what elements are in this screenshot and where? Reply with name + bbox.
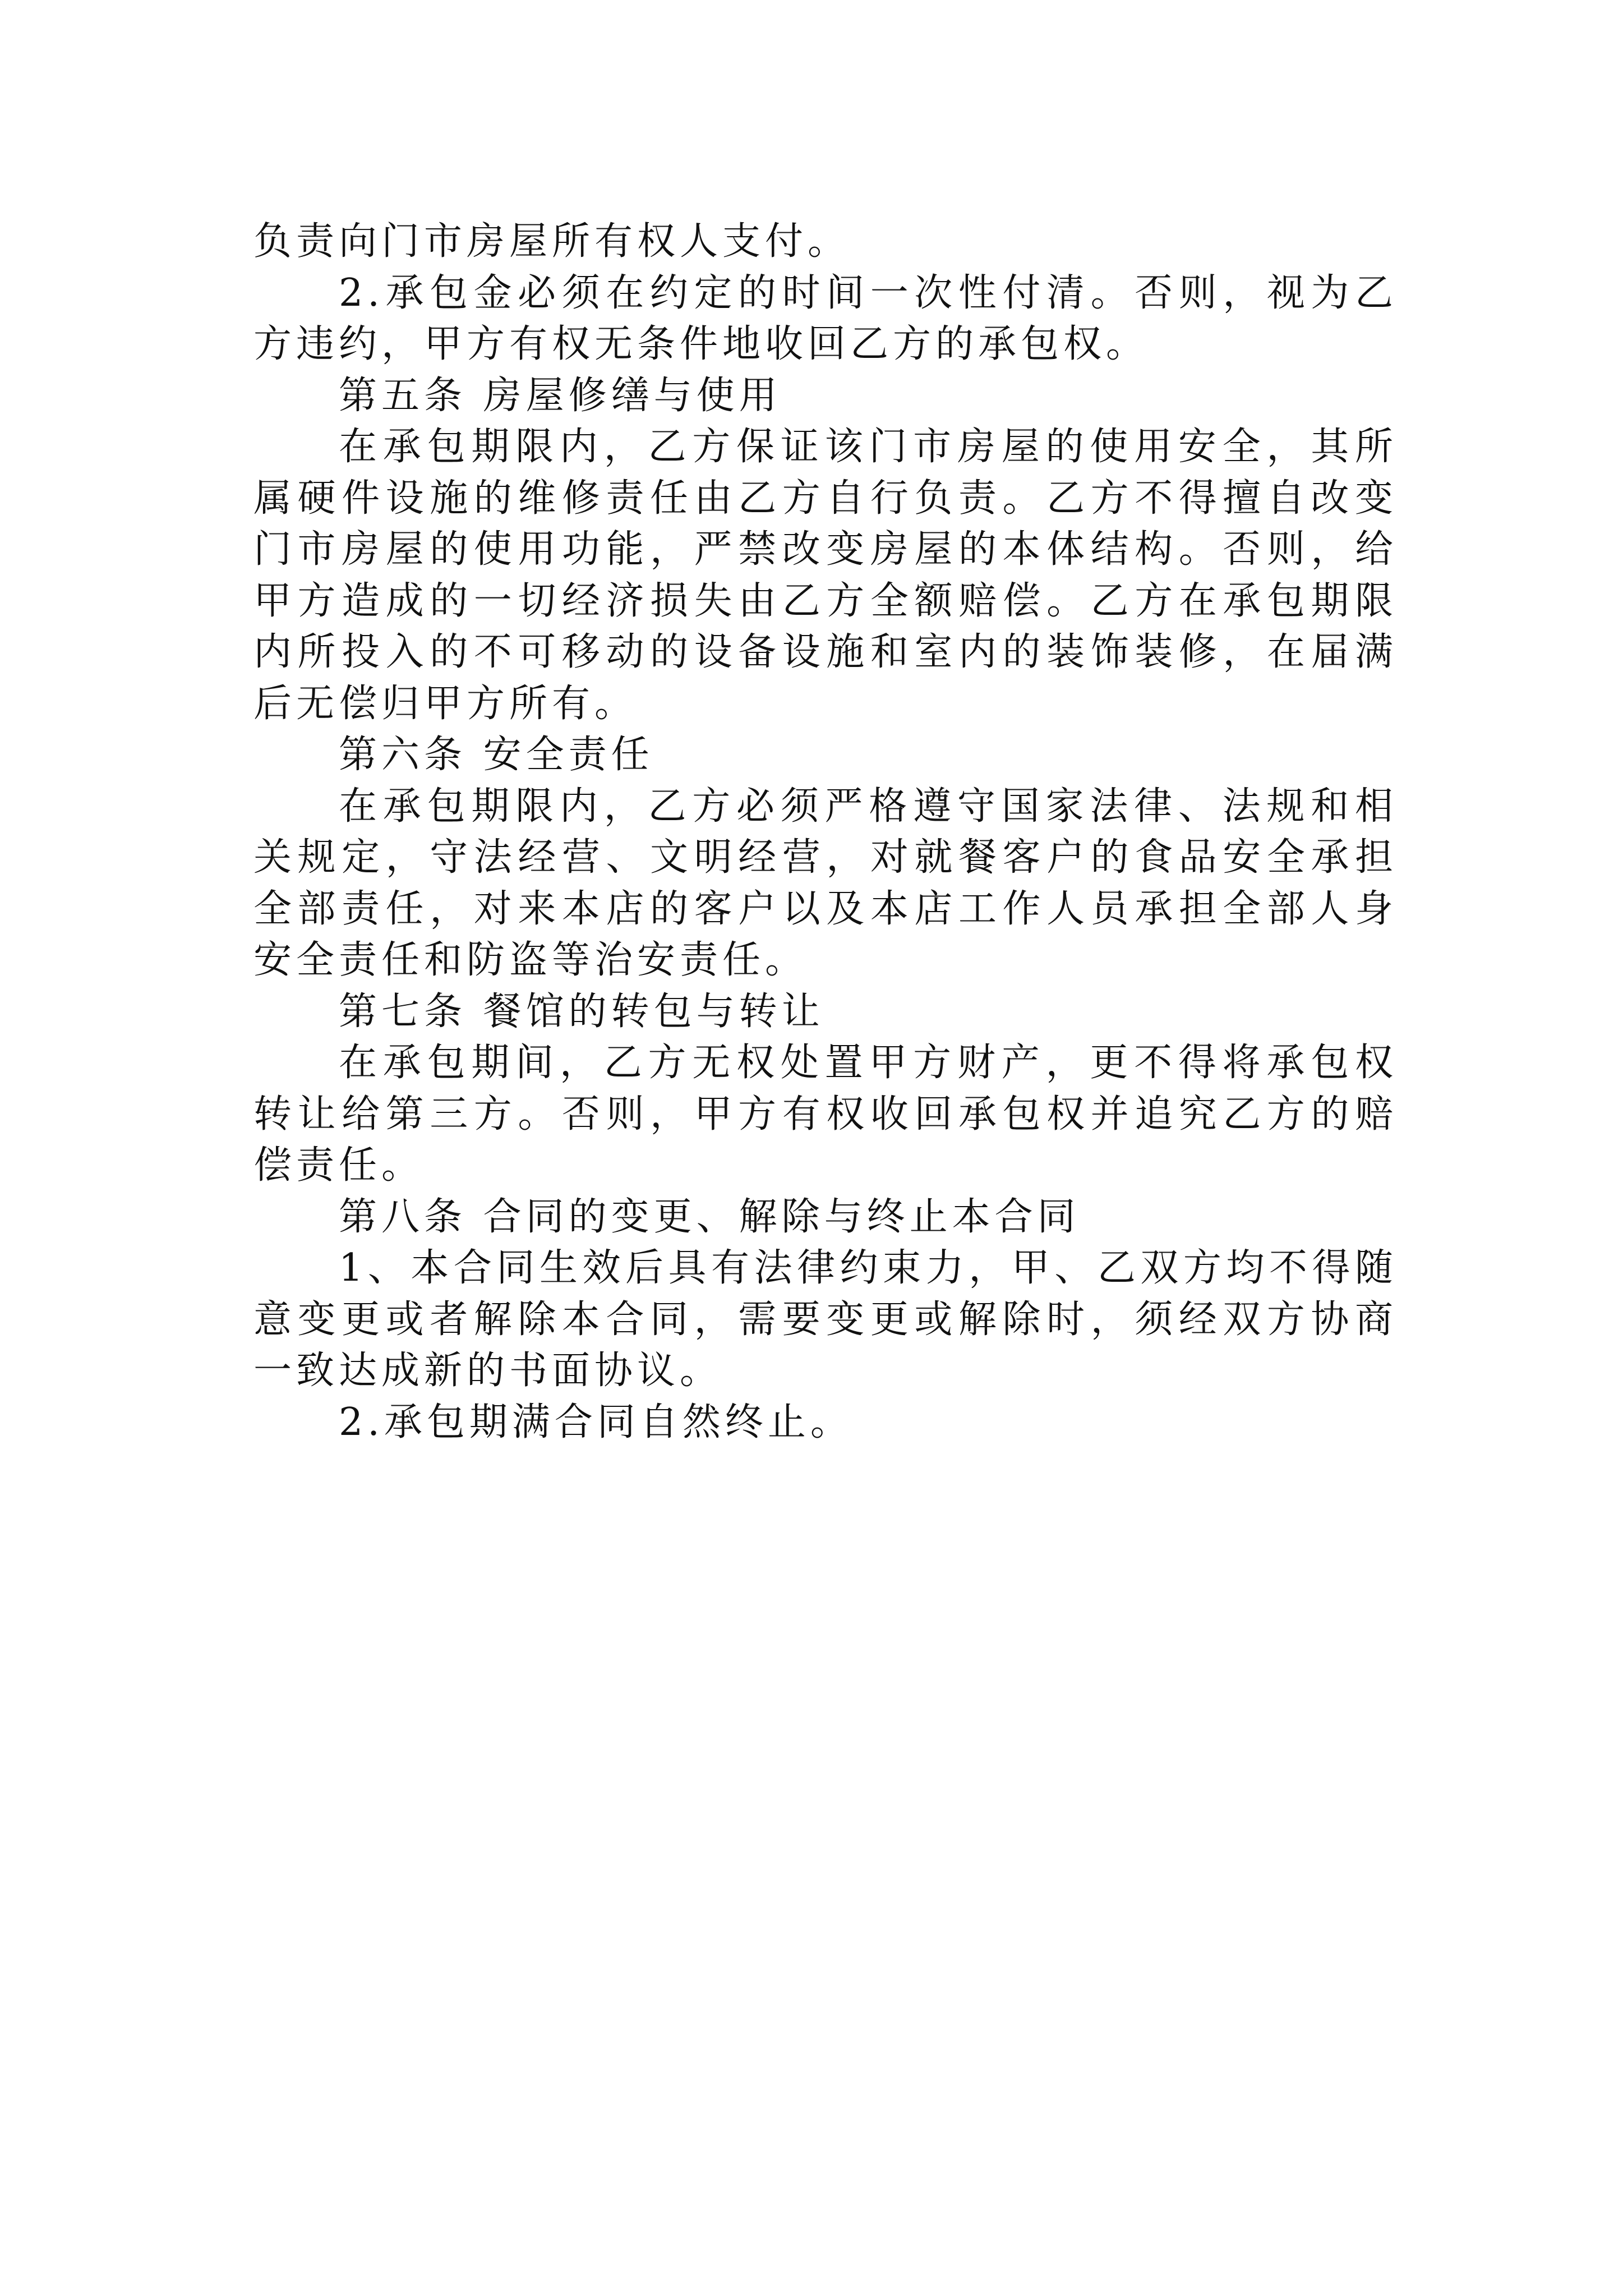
paragraph-8: 在承包期间，乙方无权处置甲方财产，更不得将承包权转让给第三方。否则，甲方有权收回承包权并追究乙方的赔偿责任。 — [253, 1041, 1398, 1188]
paragraph-2: 2.承包金必须在约定的时间一次性付清。否则，视为乙方违约，甲方有权无条件地收回乙方的承包权。 — [253, 270, 1398, 366]
paragraph-6: 在承包期限内，乙方必须严格遵守国家法律、法规和相关规定，守法经营、文明经营，对就餐客户的食品安全承担全部责任，对来本店的客户以及本店工作人员承担全部人身安全责任和防盗等治安责任。 — [253, 784, 1398, 982]
paragraph-10: 1、本合同生效后具有法律约束力，甲、乙双方均不得随意变更或者解除本合同，需要变更或解除时，须经双方协商一致达成新的书面协议。 — [253, 1246, 1398, 1393]
section-heading-5: 第五条 房屋修缮与使用 — [339, 373, 782, 418]
section-heading-8: 第八条 合同的变更、解除与终止本合同 — [339, 1194, 1080, 1239]
section-heading-7: 第七条 餐馆的转包与转让 — [339, 989, 824, 1034]
paragraph-11: 2.承包期满合同自然终止。 — [339, 1400, 853, 1444]
paragraph-4: 在承包期限内，乙方保证该门市房屋的使用安全，其所属硬件设施的维修责任由乙方自行负责。乙方不得擅自改变门市房屋的使用功能，严禁改变房屋的本体结构。否则，给甲方造成的一切经济损失由乙方全额赔偿。乙方在承包期限内所投入的不可移动的设备设施和室内的装饰装修，在届满后无偿归甲方所有。 — [253, 425, 1398, 726]
document-body — [253, 216, 1398, 1448]
section-heading-6: 第六条 安全责任 — [339, 733, 654, 777]
paragraph-1: 负责向门市房屋所有权人支付。 — [253, 219, 851, 264]
